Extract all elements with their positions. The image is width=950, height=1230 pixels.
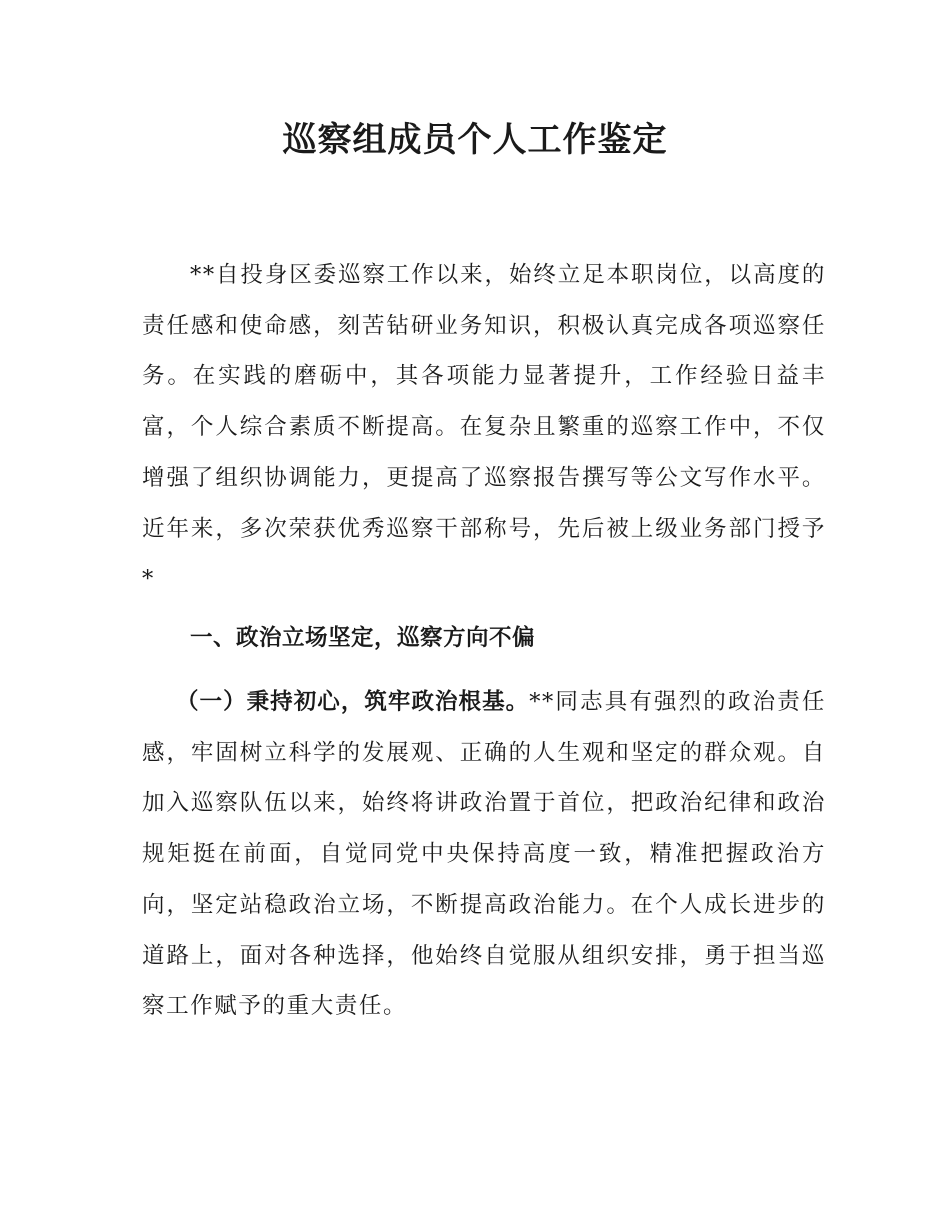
document-title: 巡察组成员个人工作鉴定 [282,120,668,160]
section-heading: 一、政治立场坚定，巡察方向不偏 [190,625,536,651]
intro-paragraph: **自投身区委巡察工作以来，始终立足本职岗位，以高度的责任感和使命感，刻苦钻研业务知识，积极认真完成各项巡察任务。在实践的磨砺中，其各项能力显著提升，工作经验日益丰富，个人综合素质不断提高。在复杂且繁重的巡察工作中，不仅增强了组织协调能力，更提高了巡察报告撰写等公文写作水平。近年来，多次荣获优秀巡察干部称号，先后被上级业务部门授予* [142,262,826,593]
subsection-paragraph [142,677,826,1032]
subsection-text: **同志具有强烈的政治责任感，牢固树立科学的发展观、正确的人生观和坚定的群众观。自加入巡察队伍以来，始终将讲政治置于首位，把政治纪律和政治规矩挺在前面，自觉同党中央保持高度一致，精准把握政治方向，坚定站稳政治立场，不断提高政治能力。在个人成长进步的道路上，面对各种选择，他始终自觉服从组织安排，勇于担当巡察工作赋予的重大责任。 [142,689,826,1020]
subsection-lead: （一）秉持初心，筑牢政治根基。 [176,689,530,715]
